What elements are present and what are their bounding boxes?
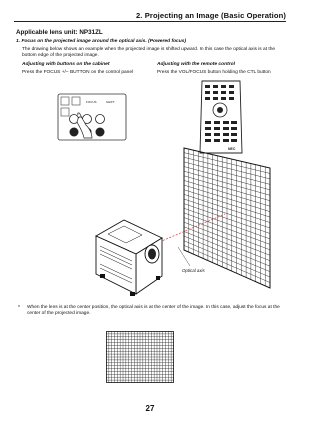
projector-illustration [86, 212, 168, 300]
optical-axis-label: Optical axis [182, 268, 205, 273]
page-header-title: 2. Projecting an Image (Basic Operation) [135, 11, 286, 20]
step-title: 1. Focus on the projected image around the optical axis. (Powered focus) [16, 39, 187, 44]
remote-brand-logo: NEC [228, 147, 236, 151]
remote-heading: Adjusting with the remote control [157, 62, 235, 67]
step-description: The drawing below shows an example when the projected image is shifted upward. In this case the optical axis is at the bottom edge of the projected image. [22, 47, 276, 59]
lens-heading: Applicable lens unit: NP31ZL [16, 29, 103, 36]
panel-label-focus: FOCUS [86, 100, 97, 104]
cabinet-description: Press the FOCUS +/− BUTTON on the control panel [22, 70, 134, 75]
note-text: When the lens is at the center position, the optical axis is at the center of the image. In this case, adjust the focus at the center of the projected image. [27, 305, 280, 317]
panel-label-shift: SHIFT [106, 100, 115, 104]
screen-grid-lines [184, 149, 270, 286]
note-marker: * [18, 305, 20, 311]
centered-image-grid [106, 331, 174, 383]
cabinet-heading: Adjusting with buttons on the cabinet [22, 62, 110, 67]
page-number: 27 [145, 404, 155, 413]
remote-description: Press the VOL/FOCUS button holding the CTL button [157, 70, 271, 75]
